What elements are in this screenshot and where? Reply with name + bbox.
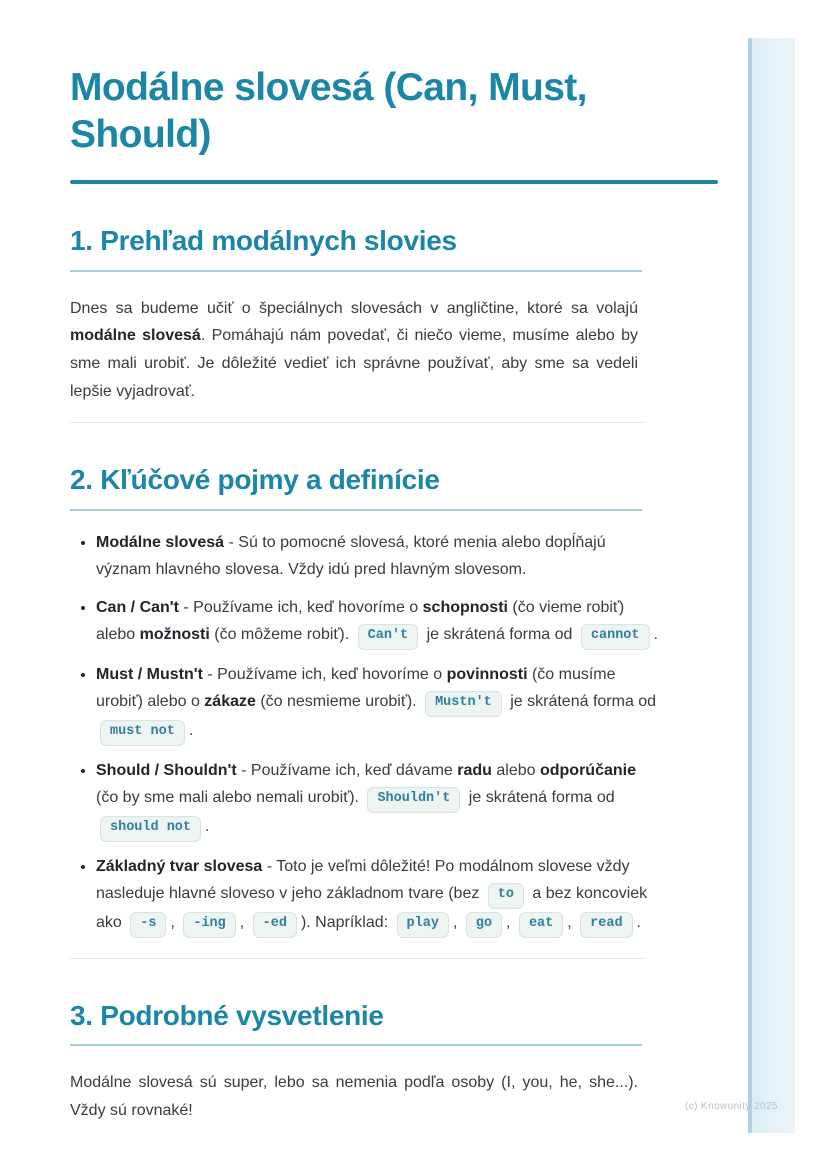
section-heading: 3. Podrobné vysvetlenie xyxy=(70,999,384,1031)
section-1 xyxy=(70,224,720,405)
section-heading-underline xyxy=(70,1044,642,1046)
inline-code-chip: eat xyxy=(519,912,563,938)
list-item: • Must / Mustn't - Používame ich, keď hovoríme o povinnosti (čo musíme urobiť) alebo o zákaze (čo nesmieme urobiť). Mustn't je skrátená forma od must not . xyxy=(96,661,662,746)
bold-text: radu xyxy=(457,762,492,779)
inline-code-chip: play xyxy=(397,912,449,938)
bullet-list xyxy=(70,529,662,938)
inline-code-chip: cannot xyxy=(581,624,650,650)
inline-code-chip: to xyxy=(488,883,524,909)
list-item: • Modálne slovesá - Sú to pomocné slovesá, ktoré menia alebo dopĺňajú význam hlavného slovesa. Vždy idú pred hlavným slovesom. xyxy=(96,529,662,583)
paragraph: Modálne slovesá sú super, lebo sa nemenia podľa osoby (I, you, he, she...). Vždy sú rovnaké! xyxy=(70,1074,638,1119)
section-divider xyxy=(70,958,645,959)
section-heading: 1. Prehľad modálnych slovies xyxy=(70,225,457,257)
sections-container xyxy=(70,224,720,1124)
list-item: • Základný tvar slovesa - Toto je veľmi dôležité! Po modálnom slovese vždy nasleduje hlavné sloveso v jeho základnom tvare (bez to a bez koncoviek ako -s , -ing , -ed ). Napríklad: play , go , eat , read . xyxy=(96,853,662,938)
section-heading: 2. Kľúčové pojmy a definície xyxy=(70,464,440,496)
bold-text: možnosti xyxy=(139,626,210,644)
bold-text: modálne slovesá xyxy=(70,327,201,345)
list-item: • Can / Can't - Používame ich, keď hovoríme o schopnosti (čo vieme robiť) alebo možnosti (čo môžeme robiť). Can't je skrátená forma od cannot . xyxy=(96,594,662,650)
section-heading-underline xyxy=(70,270,642,272)
bold-text: Must / Mustn't xyxy=(96,666,203,684)
bold-text: Should / Shouldn't xyxy=(96,762,237,779)
bold-text: povinnosti xyxy=(446,666,528,684)
inline-code-chip: go xyxy=(466,912,502,938)
inline-code-chip: -s xyxy=(130,912,166,938)
section-divider xyxy=(70,422,645,423)
bold-text: Can / Can't xyxy=(96,599,179,616)
inline-code-chip: should not xyxy=(100,816,201,842)
bold-text: Modálne slovesá xyxy=(96,533,225,551)
inline-code-chip: Shouldn't xyxy=(367,787,460,813)
inline-code-chip: must not xyxy=(100,720,185,746)
inline-code-chip: -ing xyxy=(183,912,235,938)
list-item: • Should / Shouldn't - Používame ich, keď dávame radu alebo odporúčanie (čo by sme mali alebo nemali urobiť). Shouldn't je skrátená forma od should not . xyxy=(96,757,662,842)
page-edge-decoration-bar xyxy=(748,38,795,1133)
inline-code-chip: Can't xyxy=(358,624,419,650)
document-content xyxy=(70,64,720,1125)
section-3 xyxy=(70,999,720,1125)
inline-code-chip: read xyxy=(580,912,632,938)
inline-code-chip: Mustn't xyxy=(425,691,502,717)
inline-code-chip: -ed xyxy=(253,912,297,938)
paragraph: Dnes sa budeme učiť o špeciálnych slovesách v angličtine, ktoré sa volajú modálne slovesá. Pomáhajú nám povedať, či niečo vieme, musíme alebo by sme mali urobiť. Je dôležité vedieť ich správne používať, aby sme sa vedeli lepšie vyjadrovať. xyxy=(70,299,638,400)
section-2 xyxy=(70,463,720,938)
page-title: Modálne slovesá (Can, Must, Should) xyxy=(70,66,587,157)
bold-text: Základný tvar slovesa xyxy=(96,857,263,875)
title-rule xyxy=(70,180,718,184)
copyright-note: (c) Knowunity 2025 xyxy=(685,1101,778,1112)
bold-text: zákaze xyxy=(204,693,256,711)
bold-text: odporúčanie xyxy=(539,762,636,779)
section-heading-underline xyxy=(70,509,642,511)
bold-text: schopnosti xyxy=(422,599,508,616)
